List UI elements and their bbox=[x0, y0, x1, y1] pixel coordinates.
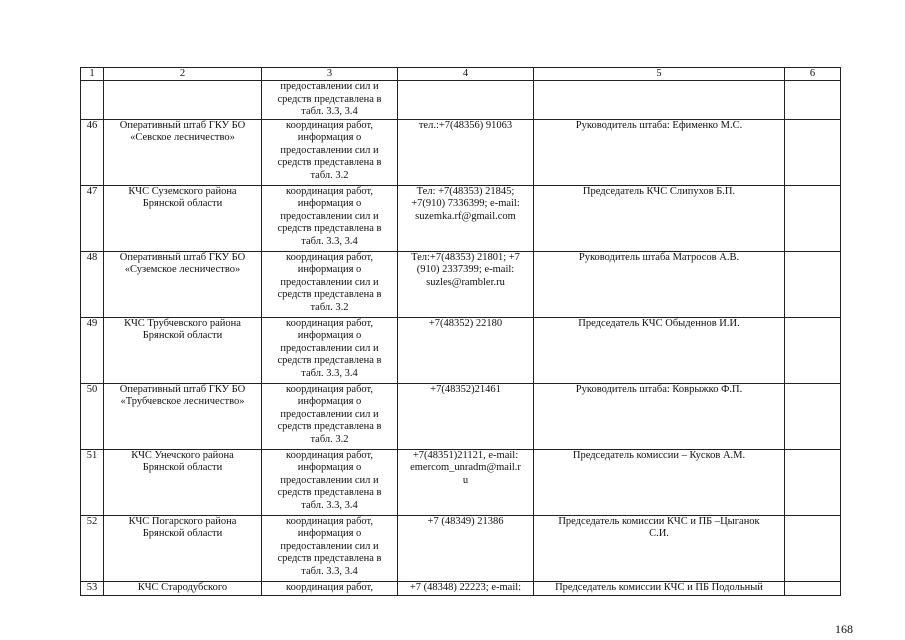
contact-cell: +7(48352)21461 bbox=[398, 383, 534, 449]
note-cell bbox=[785, 581, 841, 595]
organization-cell: КЧС Унечского района Брянской области bbox=[104, 449, 262, 515]
row-number-cell: 47 bbox=[81, 185, 104, 251]
info-cell: координация работ, информация о предоставлении сил и средств представлена в табл. 3.2 bbox=[262, 251, 398, 317]
head-cell: Председатель комиссии – Кусков А.М. bbox=[534, 449, 785, 515]
table-header-row bbox=[81, 68, 841, 81]
table-row bbox=[81, 581, 841, 595]
organization-cell: КЧС Суземского района Брянской области bbox=[104, 185, 262, 251]
table-row bbox=[81, 185, 841, 251]
info-cell: координация работ, информация о предоставлении сил и средств представлена в табл. 3.2 bbox=[262, 383, 398, 449]
head-cell bbox=[534, 81, 785, 120]
organization-cell: Оперативный штаб ГКУ БО «Суземское лесничество» bbox=[104, 251, 262, 317]
row-number-cell: 50 bbox=[81, 383, 104, 449]
header-cell-6: 6 bbox=[785, 68, 841, 81]
row-number-cell: 46 bbox=[81, 119, 104, 185]
note-cell bbox=[785, 317, 841, 383]
note-cell bbox=[785, 185, 841, 251]
head-cell: Руководитель штаба: Коврыжко Ф.П. bbox=[534, 383, 785, 449]
info-cell: координация работ, информация о предоставлении сил и средств представлена в табл. 3.3, 3.4 bbox=[262, 449, 398, 515]
info-cell: координация работ, информация о предоставлении сил и средств представлена в табл. 3.2 bbox=[262, 119, 398, 185]
row-number-cell: 48 bbox=[81, 251, 104, 317]
note-cell bbox=[785, 119, 841, 185]
header-cell-1: 1 bbox=[81, 68, 104, 81]
page-number: 168 bbox=[835, 622, 853, 636]
row-number-cell: 53 bbox=[81, 581, 104, 595]
contact-cell: +7(48352) 22180 bbox=[398, 317, 534, 383]
table-row bbox=[81, 449, 841, 515]
table-row bbox=[81, 383, 841, 449]
header-cell-5: 5 bbox=[534, 68, 785, 81]
note-cell bbox=[785, 81, 841, 120]
organization-cell: КЧС Трубчевского района Брянской области bbox=[104, 317, 262, 383]
info-cell: предоставлении сил и средств представлена в табл. 3.3, 3.4 bbox=[262, 81, 398, 120]
table-row bbox=[81, 119, 841, 185]
row-number-cell: 52 bbox=[81, 515, 104, 581]
table-row bbox=[81, 81, 841, 120]
note-cell bbox=[785, 449, 841, 515]
note-cell bbox=[785, 383, 841, 449]
organization-cell: КЧС Погарского района Брянской области bbox=[104, 515, 262, 581]
organization-cell: Оперативный штаб ГКУ БО «Севское лесничество» bbox=[104, 119, 262, 185]
row-number-cell: 49 bbox=[81, 317, 104, 383]
organization-cell: КЧС Стародубского bbox=[104, 581, 262, 595]
head-cell: Руководитель штаба: Ефименко М.С. bbox=[534, 119, 785, 185]
contact-cell: +7 (48348) 22223; e-mail: bbox=[398, 581, 534, 595]
contact-cell: +7(48351)21121, e-mail: emercom_unradm@mail.r u bbox=[398, 449, 534, 515]
head-cell: Председатель КЧС Обыденнов И.И. bbox=[534, 317, 785, 383]
organization-cell bbox=[104, 81, 262, 120]
contact-cell: тел.:+7(48356) 91063 bbox=[398, 119, 534, 185]
row-number-cell bbox=[81, 81, 104, 120]
head-cell: Председатель КЧС Слипухов Б.П. bbox=[534, 185, 785, 251]
contacts-table bbox=[80, 67, 841, 596]
table-row bbox=[81, 317, 841, 383]
organization-cell: Оперативный штаб ГКУ БО «Трубчевское лесничество» bbox=[104, 383, 262, 449]
info-cell: координация работ, информация о предоставлении сил и средств представлена в табл. 3.3, 3.4 bbox=[262, 185, 398, 251]
header-cell-3: 3 bbox=[262, 68, 398, 81]
note-cell bbox=[785, 251, 841, 317]
row-number-cell: 51 bbox=[81, 449, 104, 515]
table-row bbox=[81, 515, 841, 581]
head-cell: Руководитель штаба Матросов А.В. bbox=[534, 251, 785, 317]
contact-cell: +7 (48349) 21386 bbox=[398, 515, 534, 581]
contact-cell: Тел:+7(48353) 21801; +7 (910) 2337399; e-mail: suzles@rambler.ru bbox=[398, 251, 534, 317]
head-cell: Председатель комиссии КЧС и ПБ Подольный bbox=[534, 581, 785, 595]
note-cell bbox=[785, 515, 841, 581]
contact-cell bbox=[398, 81, 534, 120]
info-cell: координация работ, информация о предоставлении сил и средств представлена в табл. 3.3, 3.4 bbox=[262, 515, 398, 581]
info-cell: координация работ, bbox=[262, 581, 398, 595]
header-cell-2: 2 bbox=[104, 68, 262, 81]
head-cell: Председатель комиссии КЧС и ПБ –Цыганок С.И. bbox=[534, 515, 785, 581]
info-cell: координация работ, информация о предоставлении сил и средств представлена в табл. 3.3, 3.4 bbox=[262, 317, 398, 383]
contact-cell: Тел: +7(48353) 21845; +7(910) 7336399; e-mail: suzemka.rf@gmail.com bbox=[398, 185, 534, 251]
header-cell-4: 4 bbox=[398, 68, 534, 81]
table-row bbox=[81, 251, 841, 317]
